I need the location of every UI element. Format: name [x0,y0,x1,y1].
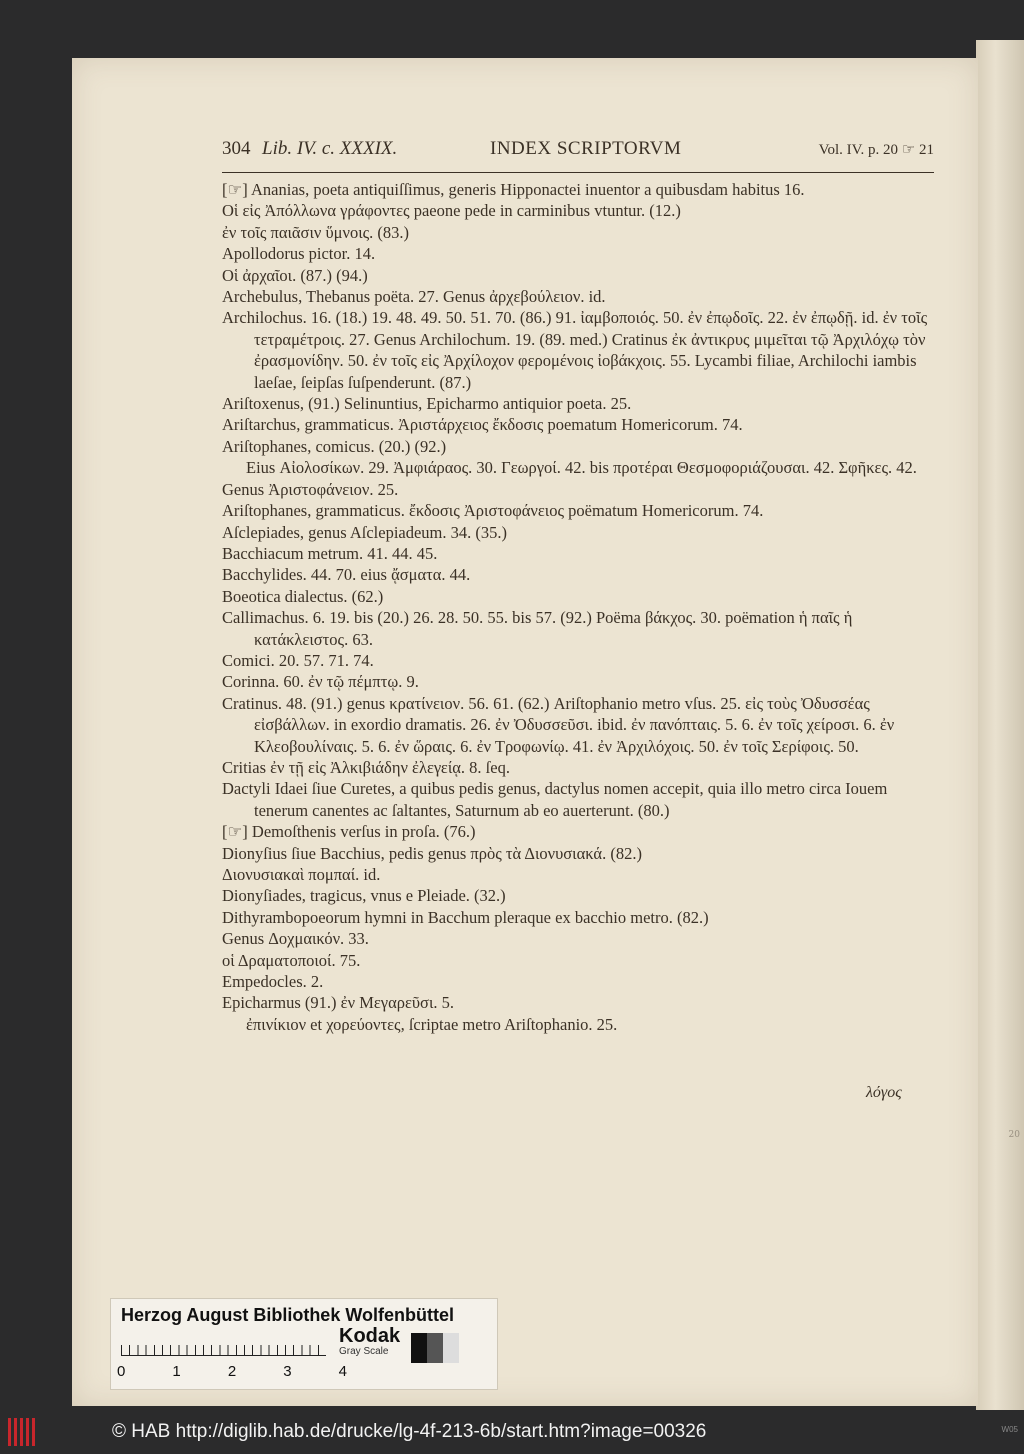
index-entry: Ariſtoxenus, (91.) Selinuntius, Epicharmo antiquior poeta. 25. [222,394,632,414]
index-entry: Empedocles. 2. [222,972,324,992]
kodak-label [339,1325,400,1357]
scale-number: 1 [172,1363,181,1380]
catchword: λόγος [866,1084,902,1101]
index-page-content [222,138,934,1035]
index-entry: Ariſtophanes, comicus. (20.) (92.) [222,436,447,456]
index-entry: [☞] Ananias, poeta antiquiſſimus, generis Hipponactei inuentor a quibusdam habitus 16. [222,180,805,199]
index-entry: Archilochus. 16. (18.) 19. 48. 49. 50. 51. 70. (86.) 91. ἰαμβοποιός. 50. ἐν ἐπῳδοῖς. 22. ἐν ἐπῳδῇ. id. ἐν τοῖς τετραμέτροις. 27. Genus Archilochum. 19. (89. med.) Cratinus ἐκ ἀντικρυς μιμεῖται τῷ Ἀρχιλόχῳ τὸν ἐρασμονίδην. 50. ἐν τοῖς εἰς Ἀρχίλοχον φερομένοις ἰοβάκχοις. 55. Lycambi filiae, Archilochi iambis laeſae, ſeipſas ſuſpenderunt. (87.) [222,308,928,392]
index-entry: Οἱ ἀρχαῖοι. (87.) (94.) [222,265,368,285]
index-entry: Archebulus, Thebanus poëta. 27. Genus ἀρχεβούλειον. id. [222,287,606,307]
page-number: 304 [222,138,251,159]
index-entry: Aſclepiades, genus Aſclepiadeum. 34. (35.) [222,522,508,542]
scale-number: 0 [117,1363,126,1380]
index-entries [222,179,934,1035]
index-entry: οἱ Δραματοποιοί. 75. [222,950,361,970]
book-reference: Lib. IV. c. XXXIX. [262,138,398,159]
running-header [222,138,934,170]
scale-ruler [121,1333,326,1356]
volume-reference: Vol. IV. p. 20 ☞ 21 [818,142,934,158]
index-entry: Διονυσιακαὶ πομπαί. id. [222,865,381,884]
adjacent-page-mark: 20 [1008,1130,1020,1140]
index-entry: Ariſtophanes, grammaticus. ἔκδοσις Ἀριστοφάνειος poëmatum Homericorum. 74. [222,501,764,521]
index-entry: Corinna. 60. ἐν τῷ πέμπτῳ. 9. [222,672,419,692]
footer-copyright-link[interactable]: © HAB http://diglib.hab.de/drucke/lg-4f-213-6b/start.htm?image=00326 [112,1421,707,1442]
index-entry: Οἱ εἰς Ἀπόλλωνα γράφοντες paeone pede in carminibus vtuntur. (12.) [222,201,681,221]
library-name: Herzog August Bibliothek Wolfenbüttel [121,1305,454,1325]
index-entry: Boeotica dialectus. (62.) [222,586,384,606]
gray-scale-patches [411,1333,459,1363]
index-entry: Dionyſiades, tragicus, vnus e Pleiade. (32.) [222,886,506,906]
index-entry: Dionyſius ſiue Bacchius, pedis genus πρὸς τὰ Διονυσιακά. (82.) [222,843,642,863]
index-entry: Callimachus. 6. 19. bis (20.) 26. 28. 50. 55. bis 57. (92.) Poëma βάκχος. 30. poëmation ἡ παῖς ἡ κατάκλειστος. 63. [222,608,853,649]
index-entry: Cratinus. 48. (91.) genus κρατίνειον. 56. 61. (62.) Ariſtophanio metro vſus. 25. εἰς τοὺς Ὀδυσσέας εἰσβάλλων. in exordio dramatis. 26. ἐν Ὀδυσσεῦσι. ibid. ἐν πανόπταις. 5. 6. ἐν τοῖς χείροσι. 6. ἐν Κλεοβουλίναις. 5. 6. ἐν ὥραις. 6. ἐν Τροφωνίῳ. 41. ἐν Ἀρχιλόχοις. 50. ἐν τοῖς Σερίφοις. 50. [222,693,895,756]
scale-numbers [117,1363,347,1380]
gray-patch-light [443,1333,459,1363]
index-entry: [☞] Demoſthenis verſus in proſa. (76.) [222,822,476,842]
index-entry: Dactyli Idaei ſiue Curetes, a quibus pedis genus, dactylus nomen accepit, quia illo metro circa Iouem tenerum canentes ac ſaltantes, Saturnum ab eo auerterunt. (80.) [222,779,888,820]
scale-number: 4 [338,1363,347,1380]
adjacent-page-edge [976,40,1024,1430]
index-entry: Ariſtarchus, grammaticus. Ἀριστάρχειος ἔκδοσις poematum Homericorum. 74. [222,415,743,435]
index-entry: Critias ἐν τῇ εἰς Ἀλκιβιάδην ἐλεγείᾳ. 8. ſeq. [222,757,510,777]
index-entry: Dithyrambopoeorum hymni in Bacchum pleraque ex bacchio metro. (82.) [222,907,709,927]
index-entry: ἐν τοῖς παιᾶσιν ὕμνοις. (83.) [222,222,410,242]
index-entry: Apollodorus pictor. 14. [222,244,376,264]
index-entry: Bacchiacum metrum. 41. 44. 45. [222,543,438,563]
gray-scale-text: Gray Scale [339,1346,389,1357]
index-entry: Genus Ἀριστοφάνειον. 25. [222,479,399,499]
index-entry: Bacchylides. 44. 70. eius ᾄσματα. 44. [222,565,471,585]
footer-corner-mark: W05 [1001,1425,1018,1434]
index-entry: Genus Δοχμαικόν. 33. [222,929,369,949]
hab-logo-icon [8,1418,38,1446]
gray-patch-dark [427,1333,443,1363]
kodak-brand: Kodak [339,1325,401,1347]
scale-number: 3 [283,1363,292,1380]
index-entry: ἐπινίκιον et χορεύοντες, ſcriptae metro Ariſtophanio. 25. [246,1014,618,1034]
gray-patch-black [411,1333,427,1363]
library-label-card [110,1298,498,1390]
header-rule [222,172,934,173]
index-entry: Eius Αἰολοσίκων. 29. Ἀμφιάραος. 30. Γεωργοί. 42. bis προτέραι Θεσμοφοριάζουσαι. 42. Σφῆκες. 42. [246,458,917,478]
page-title: INDEX SCRIPTORVM [490,138,682,159]
index-entry: Epicharmus (91.) ἐν Μεγαρεῦσι. 5. [222,993,455,1013]
scale-number: 2 [227,1363,237,1380]
index-entry: Comici. 20. 57. 71. 74. [222,650,374,670]
footer-bar [0,1410,1024,1454]
